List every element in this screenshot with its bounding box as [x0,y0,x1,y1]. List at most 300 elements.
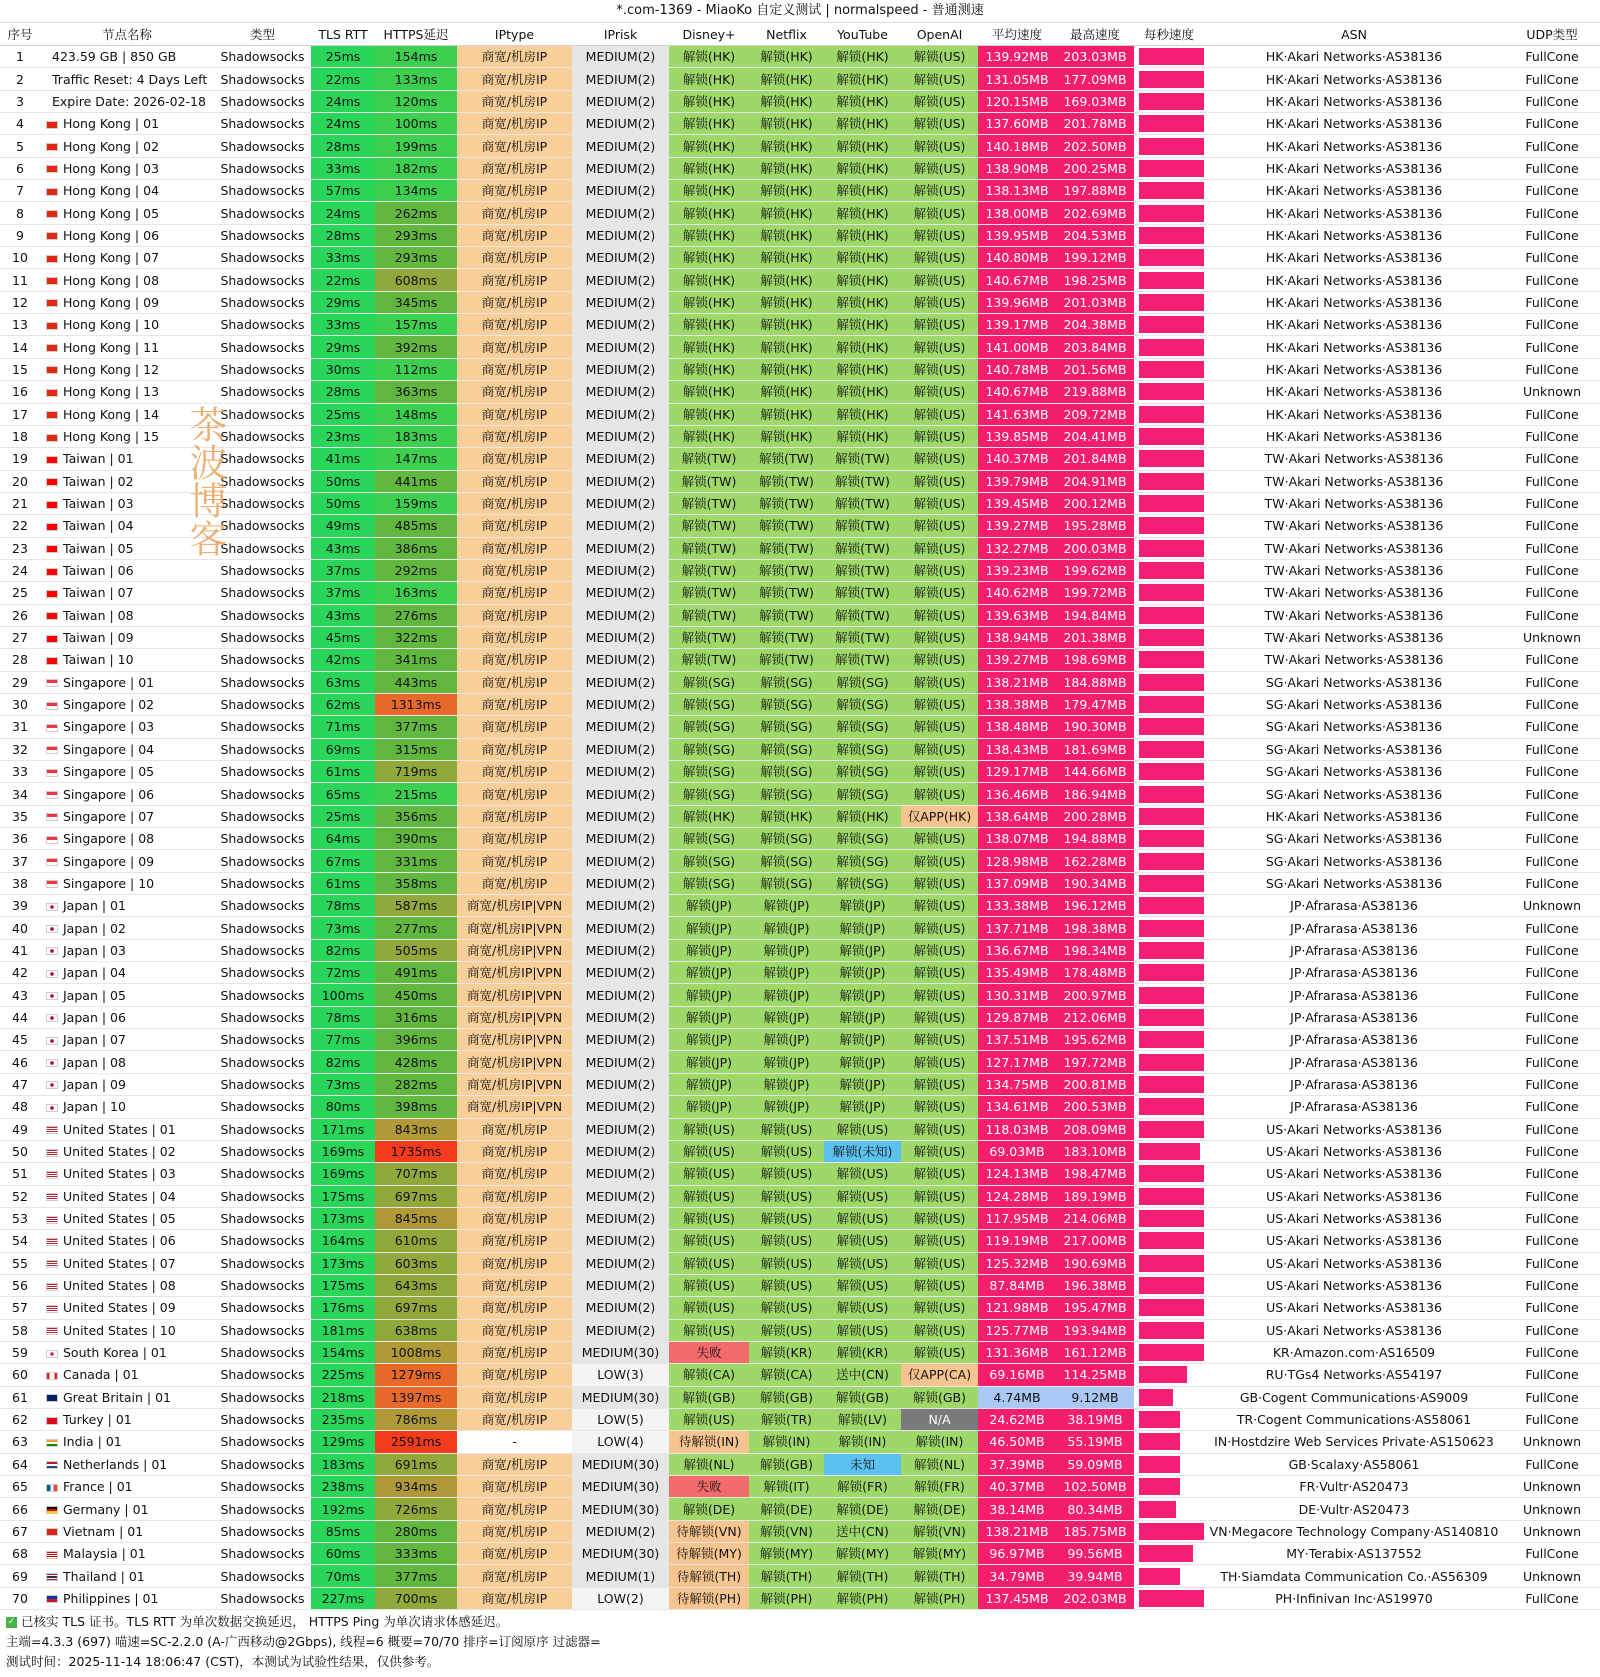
ip-type: 商宽/机房IP [457,247,572,269]
col-header-https-latency[interactable]: HTTPS延迟 [375,23,457,46]
avg-speed: 4.74MB [978,1386,1056,1408]
max-speed: 201.78MB [1056,113,1134,135]
netflix-status: 解锁(GB) [749,1453,824,1475]
speed-bar [1139,48,1204,65]
node-name [40,1096,214,1118]
table-row[interactable] [0,291,1600,313]
table-row[interactable] [0,515,1600,537]
node-type: Shadowsocks [214,314,311,336]
avg-speed: 128.98MB [978,850,1056,872]
tls-rtt: 29ms [311,336,375,358]
table-row[interactable] [0,1498,1600,1520]
https-latency: 315ms [375,738,457,760]
netflix-status: 解锁(CA) [749,1364,824,1386]
speed-bar [1139,1255,1204,1272]
node-name-text: Hong Kong | 10 [63,317,160,333]
col-header-iptype[interactable]: IPtype [457,23,572,46]
col-header-udp-type[interactable]: UDP类型 [1504,23,1600,46]
table-row[interactable] [0,537,1600,559]
table-row[interactable] [0,850,1600,872]
youtube-status: 解锁(JP) [824,1029,901,1051]
node-name [40,157,214,179]
https-latency: 428ms [375,1051,457,1073]
table-row[interactable] [0,1073,1600,1095]
max-speed: 190.69MB [1056,1252,1134,1274]
table-row[interactable] [0,1408,1600,1430]
speed-bar [1139,1232,1204,1249]
table-row[interactable] [0,1252,1600,1274]
table-row[interactable] [0,917,1600,939]
avg-speed: 121.98MB [978,1297,1056,1319]
node-name-text: Hong Kong | 13 [63,384,160,400]
col-header-youtube[interactable]: YouTube [824,23,901,46]
openai-status: 解锁(IN) [901,1431,978,1453]
table-body [0,46,1600,1610]
asn: SG·Akari Networks·AS38136 [1204,738,1504,760]
netflix-status: 解锁(HK) [749,269,824,291]
youtube-status: 解锁(HK) [824,157,901,179]
ip-type: 商宽/机房IP|VPN [457,1051,572,1073]
disney-status: 解锁(SG) [669,850,749,872]
udp-type: FullCone [1504,828,1600,850]
https-latency: 443ms [375,671,457,693]
speed-sparkline [1134,828,1204,850]
disney-status: 解锁(JP) [669,1073,749,1095]
table-row[interactable] [0,1140,1600,1162]
table-row[interactable] [0,448,1600,470]
udp-type: FullCone [1504,1006,1600,1028]
https-latency: 199ms [375,135,457,157]
table-row[interactable] [0,470,1600,492]
disney-status: 解锁(TW) [669,492,749,514]
node-type: Shadowsocks [214,90,311,112]
table-row[interactable] [0,1587,1600,1609]
tls-rtt: 37ms [311,582,375,604]
speed-bar [1139,1009,1204,1026]
netflix-status: 解锁(HK) [749,358,824,380]
flag-sg-icon [46,880,58,888]
youtube-status: 解锁(JP) [824,939,901,961]
https-latency: 1008ms [375,1341,457,1363]
table-row[interactable] [0,135,1600,157]
ip-type: 商宽/机房IP [457,113,572,135]
max-speed: 102.50MB [1056,1476,1134,1498]
speed-sparkline [1134,1185,1204,1207]
node-name [40,559,214,581]
youtube-status: 送中(CN) [824,1520,901,1542]
node-name-text: Singapore | 01 [63,674,155,690]
speed-bar [1139,1322,1204,1339]
table-row[interactable] [0,269,1600,291]
row-index: 60 [0,1364,40,1386]
ip-risk: MEDIUM(2) [572,1274,669,1296]
table-row[interactable] [0,1163,1600,1185]
speed-bar [1139,1478,1180,1495]
col-header-iprisk[interactable]: IPrisk [572,23,669,46]
ip-risk: MEDIUM(2) [572,1096,669,1118]
row-index: 13 [0,314,40,336]
node-type: Shadowsocks [214,269,311,291]
flag-nl-icon [46,1461,58,1469]
node-type: Shadowsocks [214,202,311,224]
youtube-status: 解锁(SG) [824,716,901,738]
openai-status: 仅APP(HK) [901,805,978,827]
asn: DE·Vultr·AS20473 [1204,1498,1504,1520]
flag-us-icon [46,1238,58,1246]
openai-status: 解锁(US) [901,1230,978,1252]
max-speed: 178.48MB [1056,962,1134,984]
disney-status: 解锁(TW) [669,582,749,604]
table-row[interactable] [0,693,1600,715]
tls-rtt: 57ms [311,180,375,202]
table-row[interactable] [0,202,1600,224]
tls-rtt: 23ms [311,425,375,447]
row-index: 52 [0,1185,40,1207]
https-latency: 331ms [375,850,457,872]
https-latency: 1313ms [375,693,457,715]
speed-bar [1139,361,1204,378]
node-name-text: Japan | 10 [63,1099,126,1115]
col-header-per-second-speed[interactable]: 每秒速度 [1134,23,1204,46]
node-type: Shadowsocks [214,291,311,313]
col-header-max-speed[interactable]: 最高速度 [1056,23,1134,46]
table-row[interactable] [0,1341,1600,1363]
udp-type: Unknown [1504,1520,1600,1542]
asn: TW·Akari Networks·AS38136 [1204,649,1504,671]
table-row[interactable] [0,1386,1600,1408]
ip-type: 商宽/机房IP [457,604,572,626]
max-speed: 199.72MB [1056,582,1134,604]
table-row[interactable] [0,626,1600,648]
table-row[interactable] [0,1453,1600,1475]
table-row[interactable] [0,1006,1600,1028]
avg-speed: 138.00MB [978,202,1056,224]
ip-risk: MEDIUM(2) [572,962,669,984]
asn: HK·Akari Networks·AS38136 [1204,291,1504,313]
node-type: Shadowsocks [214,895,311,917]
col-header-type[interactable]: 类型 [214,23,311,46]
disney-status: 解锁(HK) [669,135,749,157]
https-latency: 345ms [375,291,457,313]
node-type: Shadowsocks [214,470,311,492]
speed-sparkline [1134,805,1204,827]
row-index: 19 [0,448,40,470]
asn: HK·Akari Networks·AS38136 [1204,269,1504,291]
row-index: 33 [0,761,40,783]
max-speed: 161.12MB [1056,1341,1134,1363]
speed-bar [1139,495,1204,512]
tls-rtt: 183ms [311,1453,375,1475]
openai-status: 解锁(US) [901,448,978,470]
netflix-status: 解锁(HK) [749,46,824,68]
openai-status: 解锁(US) [901,403,978,425]
node-type: Shadowsocks [214,1252,311,1274]
youtube-status: 解锁(HK) [824,314,901,336]
speed-bar [1139,1188,1204,1205]
table-row[interactable] [0,1319,1600,1341]
speed-bar [1139,763,1204,780]
node-type: Shadowsocks [214,247,311,269]
table-row[interactable] [0,1520,1600,1542]
node-name-text: Taiwan | 10 [63,652,134,668]
table-row[interactable] [0,1543,1600,1565]
node-type: Shadowsocks [214,1341,311,1363]
openai-status: 解锁(US) [901,113,978,135]
table-row[interactable] [0,425,1600,447]
openai-status: 解锁(US) [901,425,978,447]
max-speed: 194.84MB [1056,604,1134,626]
table-row[interactable] [0,604,1600,626]
tls-rtt: 173ms [311,1252,375,1274]
col-header-disney[interactable]: Disney+ [669,23,749,46]
node-name-text: United States | 10 [63,1322,176,1338]
node-name-text: Hong Kong | 06 [63,227,160,243]
ip-risk: MEDIUM(2) [572,783,669,805]
table-row[interactable] [0,180,1600,202]
table-row[interactable] [0,403,1600,425]
tls-rtt: 63ms [311,671,375,693]
row-index: 18 [0,425,40,447]
table-row[interactable] [0,1029,1600,1051]
table-row[interactable] [0,1051,1600,1073]
table-row[interactable] [0,872,1600,894]
table-row[interactable] [0,1476,1600,1498]
flag-sg-icon [46,679,58,687]
node-name [40,582,214,604]
table-row[interactable] [0,1274,1600,1296]
col-header-avg-speed[interactable]: 平均速度 [978,23,1056,46]
youtube-status: 解锁(SG) [824,828,901,850]
avg-speed: 137.60MB [978,113,1056,135]
table-row[interactable] [0,828,1600,850]
speed-bar [1139,1210,1204,1227]
speed-sparkline [1134,269,1204,291]
node-name [40,895,214,917]
netflix-status: 解锁(JP) [749,1073,824,1095]
row-index: 65 [0,1476,40,1498]
col-header-index[interactable]: 序号 [0,23,40,46]
tls-rtt: 235ms [311,1408,375,1430]
table-row[interactable] [0,1230,1600,1252]
node-name-text: Great Britain | 01 [63,1389,171,1405]
table-row[interactable] [0,1207,1600,1229]
tls-rtt: 154ms [311,1341,375,1363]
speed-sparkline [1134,1006,1204,1028]
netflix-status: 解锁(US) [749,1140,824,1162]
tls-rtt: 25ms [311,403,375,425]
node-type: Shadowsocks [214,68,311,90]
ip-type: 商宽/机房IP [457,1163,572,1185]
openai-status: 解锁(US) [901,1140,978,1162]
disney-status: 解锁(JP) [669,984,749,1006]
openai-status: 解锁(US) [901,157,978,179]
ip-type: 商宽/机房IP [457,1565,572,1587]
https-latency: 643ms [375,1274,457,1296]
col-header-node-name[interactable]: 节点名称 [40,23,214,46]
table-row[interactable] [0,1118,1600,1140]
table-row[interactable] [0,895,1600,917]
avg-speed: 124.13MB [978,1163,1056,1185]
speed-sparkline [1134,425,1204,447]
avg-speed: 69.03MB [978,1140,1056,1162]
youtube-status: 解锁(US) [824,1319,901,1341]
table-row[interactable] [0,358,1600,380]
table-row[interactable] [0,716,1600,738]
openai-status: 解锁(US) [901,381,978,403]
col-header-asn[interactable]: ASN [1204,23,1504,46]
youtube-status: 解锁(SG) [824,671,901,693]
asn: HK·Akari Networks·AS38136 [1204,113,1504,135]
flag-hk-icon [46,322,58,330]
row-index: 62 [0,1408,40,1430]
table-row[interactable] [0,247,1600,269]
table-row[interactable] [0,157,1600,179]
node-type: Shadowsocks [214,1319,311,1341]
ip-type: 商宽/机房IP [457,180,572,202]
ip-type: 商宽/机房IP [457,1408,572,1430]
col-header-tls-rtt[interactable]: TLS RTT [311,23,375,46]
netflix-status: 解锁(TW) [749,649,824,671]
tls-rtt: 238ms [311,1476,375,1498]
node-name-text: United States | 03 [63,1166,176,1182]
table-row[interactable] [0,113,1600,135]
https-latency: 322ms [375,626,457,648]
asn: HK·Akari Networks·AS38136 [1204,403,1504,425]
row-index: 6 [0,157,40,179]
row-index: 46 [0,1051,40,1073]
node-name-text: Hong Kong | 02 [63,138,160,154]
node-type: Shadowsocks [214,805,311,827]
avg-speed: 138.43MB [978,738,1056,760]
udp-type: FullCone [1504,1073,1600,1095]
table-row[interactable] [0,559,1600,581]
tls-rtt: 22ms [311,269,375,291]
table-row[interactable] [0,90,1600,112]
netflix-status: 解锁(PH) [749,1587,824,1609]
ip-type: 商宽/机房IP [457,1453,572,1475]
youtube-status: 解锁(LV) [824,1408,901,1430]
table-row[interactable] [0,805,1600,827]
table-row[interactable] [0,381,1600,403]
openai-status: 解锁(US) [901,626,978,648]
row-index: 66 [0,1498,40,1520]
avg-speed: 138.94MB [978,626,1056,648]
disney-status: 解锁(JP) [669,1006,749,1028]
node-type: Shadowsocks [214,515,311,537]
youtube-status: 解锁(US) [824,1163,901,1185]
flag-hk-icon [46,366,58,374]
youtube-status: 解锁(TW) [824,537,901,559]
table-row[interactable] [0,783,1600,805]
ip-type: 商宽/机房IP [457,269,572,291]
table-row[interactable] [0,1185,1600,1207]
disney-status: 解锁(NL) [669,1453,749,1475]
table-row[interactable] [0,962,1600,984]
table-row[interactable] [0,984,1600,1006]
table-row[interactable] [0,224,1600,246]
asn: MY·Terabix·AS137552 [1204,1543,1504,1565]
ip-risk: MEDIUM(2) [572,1207,669,1229]
https-latency: 638ms [375,1319,457,1341]
ip-type: 商宽/机房IP [457,291,572,313]
table-row[interactable] [0,939,1600,961]
speed-bar [1139,875,1204,892]
youtube-status: 解锁(US) [824,1118,901,1140]
openai-status: 解锁(US) [901,1029,978,1051]
tls-rtt: 70ms [311,1565,375,1587]
speed-bar [1139,1076,1204,1093]
speed-sparkline [1134,1498,1204,1520]
row-index: 10 [0,247,40,269]
ip-type: 商宽/机房IP [457,1319,572,1341]
avg-speed: 139.27MB [978,649,1056,671]
table-row[interactable] [0,1096,1600,1118]
node-name [40,1185,214,1207]
table-row[interactable] [0,1431,1600,1453]
table-row[interactable] [0,68,1600,90]
youtube-status: 解锁(HK) [824,247,901,269]
table-row[interactable] [0,492,1600,514]
disney-status: 待解锁(VN) [669,1520,749,1542]
netflix-status: 解锁(HK) [749,224,824,246]
table-row[interactable] [0,738,1600,760]
asn: SG·Akari Networks·AS38136 [1204,671,1504,693]
https-latency: 280ms [375,1520,457,1542]
speed-bar [1139,562,1204,579]
netflix-status: 解锁(US) [749,1163,824,1185]
table-row[interactable] [0,1297,1600,1319]
table-row[interactable] [0,671,1600,693]
udp-type: FullCone [1504,113,1600,135]
speed-bar [1139,160,1204,177]
table-row[interactable] [0,314,1600,336]
asn: HK·Akari Networks·AS38136 [1204,358,1504,380]
node-name [40,1252,214,1274]
asn: TH·Siamdata Communication Co.·AS56309 [1204,1565,1504,1587]
max-speed: 198.34MB [1056,939,1134,961]
ip-risk: MEDIUM(2) [572,1118,669,1140]
avg-speed: 140.78MB [978,358,1056,380]
table-row[interactable] [0,761,1600,783]
asn: SG·Akari Networks·AS38136 [1204,693,1504,715]
speed-sparkline [1134,716,1204,738]
node-name [40,46,214,68]
node-name-text: Japan | 03 [63,942,126,958]
col-header-netflix[interactable]: Netflix [749,23,824,46]
table-row[interactable] [0,46,1600,68]
ip-risk: MEDIUM(2) [572,1006,669,1028]
youtube-status: 解锁(SG) [824,850,901,872]
table-row[interactable] [0,1565,1600,1587]
table-row[interactable] [0,1364,1600,1386]
speed-bar [1139,1121,1204,1138]
asn: TW·Akari Networks·AS38136 [1204,537,1504,559]
table-row[interactable] [0,336,1600,358]
node-name-text: Taiwan | 03 [63,496,134,512]
table-row[interactable] [0,649,1600,671]
ip-type: 商宽/机房IP [457,805,572,827]
disney-status: 解锁(HK) [669,805,749,827]
col-header-openai[interactable]: OpenAI [901,23,978,46]
https-latency: 608ms [375,269,457,291]
disney-status: 解锁(US) [669,1163,749,1185]
max-speed: 197.88MB [1056,180,1134,202]
https-latency: 356ms [375,805,457,827]
speed-sparkline [1134,537,1204,559]
row-index: 50 [0,1140,40,1162]
youtube-status: 解锁(TH) [824,1565,901,1587]
table-row[interactable] [0,582,1600,604]
